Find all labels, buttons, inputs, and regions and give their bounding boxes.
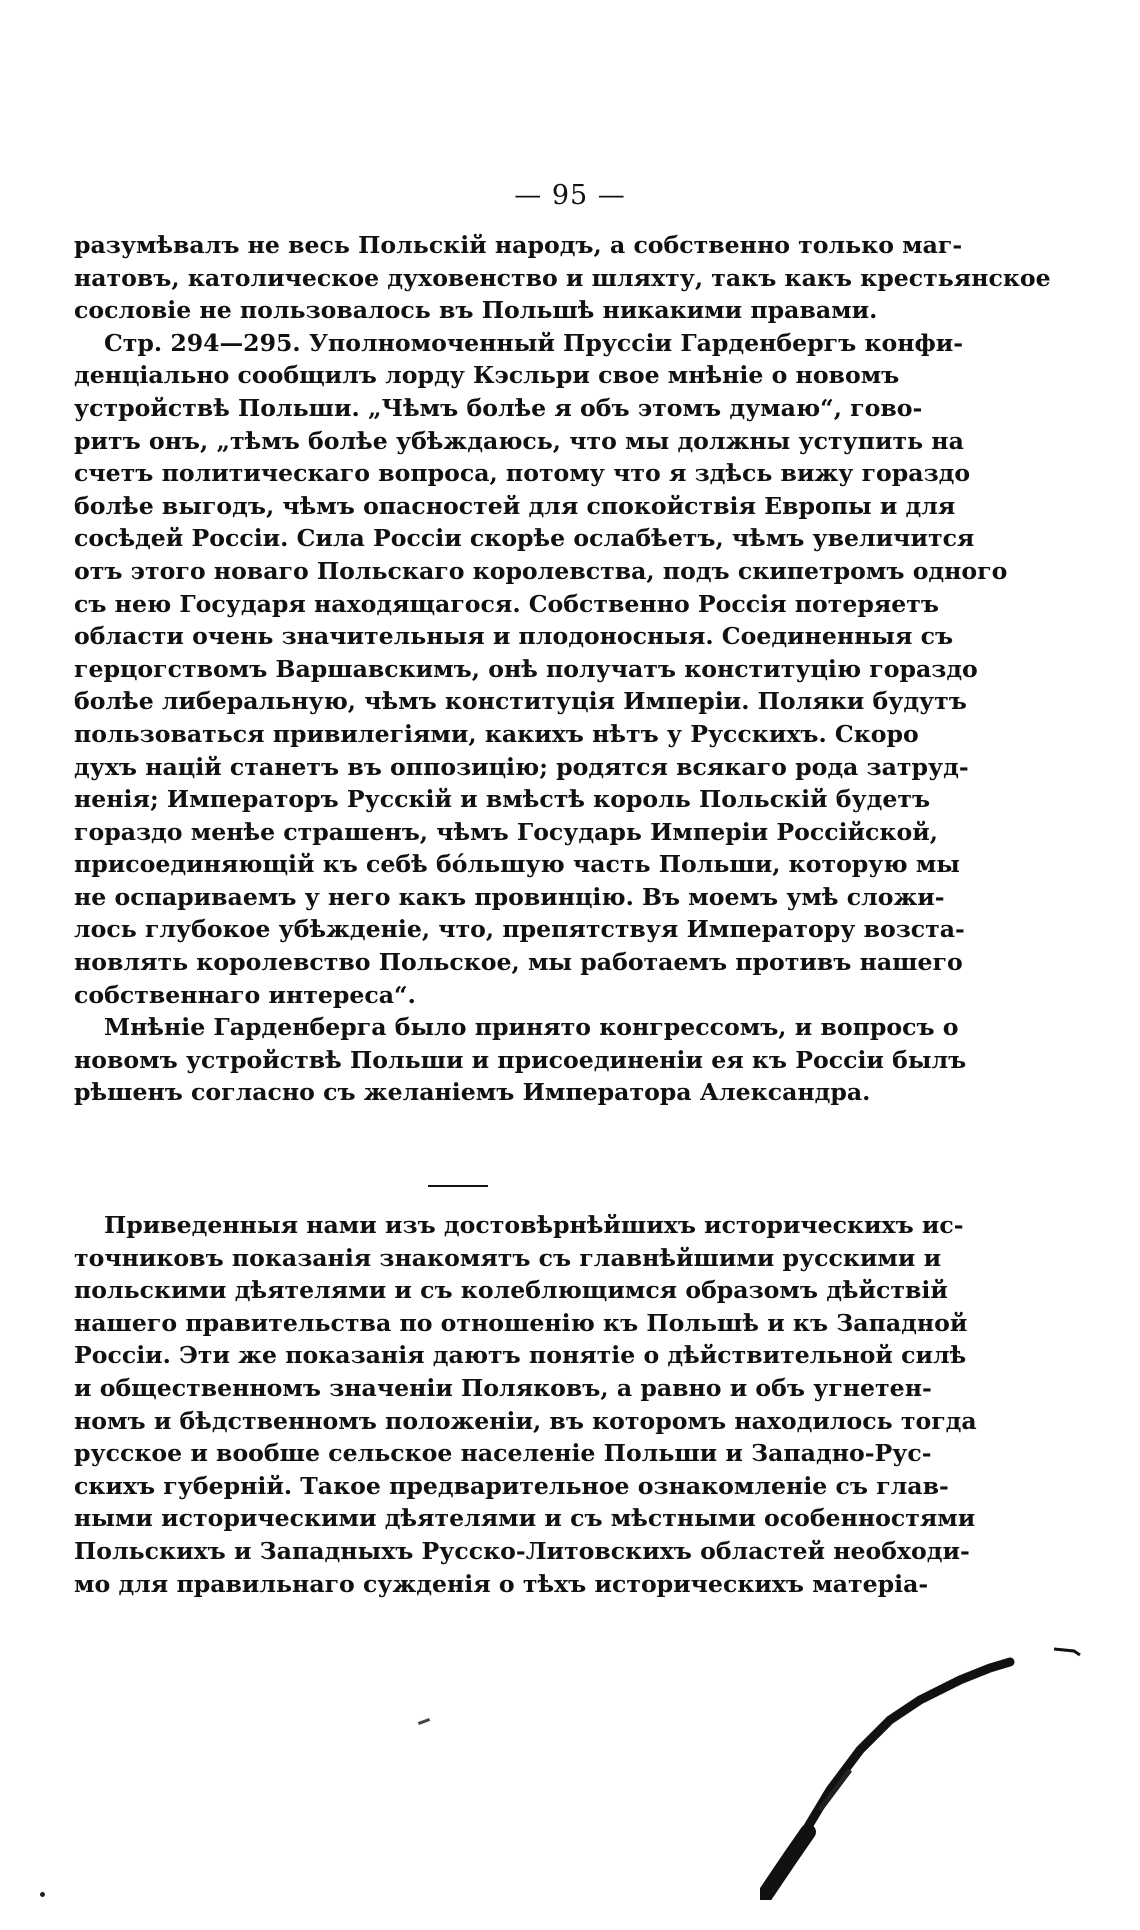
text-line: сосѣдей Россіи. Сила Россіи скорѣе ослабѣетъ, чѣмъ увеличится [74, 524, 975, 553]
text-line: ритъ онъ, „тѣмъ болѣе убѣждаюсь, что мы должны уступить на [74, 426, 964, 455]
text-line: болѣе либеральную, чѣмъ конституція Имперіи. Поляки будутъ [74, 687, 967, 716]
bottom-text-block [74, 1209, 977, 1600]
scan-tick-mark-artifact [1052, 1645, 1082, 1657]
text-line: пользоваться привилегіями, какихъ нѣтъ у Русскихъ. Скоро [74, 719, 919, 748]
text-line: номъ и бѣдственномъ положеніи, въ которомъ находилось тогда [74, 1406, 977, 1435]
section-separator-rule [428, 1185, 488, 1187]
text-line: новомъ устройствѣ Польши и присоединеніи ея къ Россіи былъ [74, 1045, 967, 1074]
text-line: собственнаго интереса“. [74, 980, 416, 1009]
text-line: счетъ политическаго вопроса, потому что я здѣсь вижу гораздо [74, 459, 971, 488]
text-line: области очень значительныя и плодоносныя. Соединенныя съ [74, 622, 954, 651]
text-line: польскими дѣятелями и съ колеблющимся образомъ дѣйствій [74, 1276, 948, 1305]
text-line: ными историческими дѣятелями и съ мѣстными особенностями [74, 1504, 976, 1533]
text-line: съ нею Государя находящагося. Собственно Россія потеряетъ [74, 589, 940, 618]
scan-smudge-artifact [418, 1718, 430, 1725]
text-line: присоединяющій къ себѣ бо́льшую часть Польши, которую мы [74, 850, 960, 879]
text-line: духъ націй станетъ въ оппозицію; родятся всякаго рода затруд- [74, 752, 969, 781]
text-line: Польскихъ и Западныхъ Русско-Литовскихъ областей необходи- [74, 1536, 970, 1565]
text-line: рѣшенъ согласно съ желаніемъ Императора Александра. [74, 1078, 871, 1107]
page-number: — 95 — [514, 180, 626, 211]
text-line: гораздо менѣе страшенъ, чѣмъ Государь Имперіи Россійской, [74, 817, 938, 846]
text-line: устройствѣ Польши. „Чѣмъ болѣе я объ этомъ думаю“, гово- [74, 393, 923, 422]
text-line: разумѣвалъ не весь Польскій народъ, а собственно только маг- [74, 231, 963, 259]
scan-dot-artifact [40, 1892, 45, 1897]
text-line: лось глубокое убѣжденіе, что, препятствуя Императору возста- [74, 915, 965, 944]
text-line: денціально сообщилъ лорду Кэсльри свое мнѣніе о новомъ [74, 361, 900, 390]
text-line: отъ этого новаго Польскаго королевства, подъ скипетромъ одного [74, 556, 1008, 585]
text-line: Россіи. Эти же показанія даютъ понятіе о дѣйствительной силѣ [74, 1341, 967, 1370]
text-line: Приведенныя нами изъ достовѣрнѣйшихъ историческихъ ис- [104, 1211, 964, 1239]
text-line: нашего правительства по отношенію къ Польшѣ и къ Западной [74, 1308, 968, 1337]
text-line: болѣе выгодъ, чѣмъ опасностей для спокойствія Европы и для [74, 491, 956, 520]
top-text-block [74, 229, 1051, 1109]
text-line: Стр. 294—295. Уполномоченный Пруссіи Гарденбергъ конфи- [104, 328, 964, 357]
text-line: натовъ, католическое духовенство и шляхту, такъ какъ крестьянское [74, 263, 1051, 292]
text-line: точниковъ показанія знакомятъ съ главнѣйшими русскими и [74, 1243, 942, 1272]
text-line: русское и вообше сельское населеніе Польши и Западно-Рус- [74, 1439, 932, 1468]
scan-ink-stroke-artifact [760, 1640, 1080, 1900]
text-line: герцогствомъ Варшавскимъ, онѣ получатъ конституцію гораздо [74, 654, 978, 683]
text-line: Мнѣніе Гарденберга было принято конгрессомъ, и вопросъ о [104, 1013, 959, 1042]
text-line: скихъ губерній. Такое предварительное ознакомленіе съ глав- [74, 1471, 949, 1500]
text-line: сословіе не пользовалось въ Польшѣ никакими правами. [74, 296, 878, 325]
text-line: мо для правильнаго сужденія о тѣхъ историческихъ матеріа- [74, 1569, 929, 1598]
text-line: не оспариваемъ у него какъ провинцію. Въ моемъ умѣ сложи- [74, 882, 945, 911]
text-line: ненія; Императоръ Русскій и вмѣстѣ король Польскій будетъ [74, 785, 931, 814]
text-line: новлять королевство Польское, мы работаемъ противъ нашего [74, 948, 963, 977]
text-line: и общественномъ значеніи Поляковъ, а равно и объ угнетен- [74, 1373, 932, 1402]
